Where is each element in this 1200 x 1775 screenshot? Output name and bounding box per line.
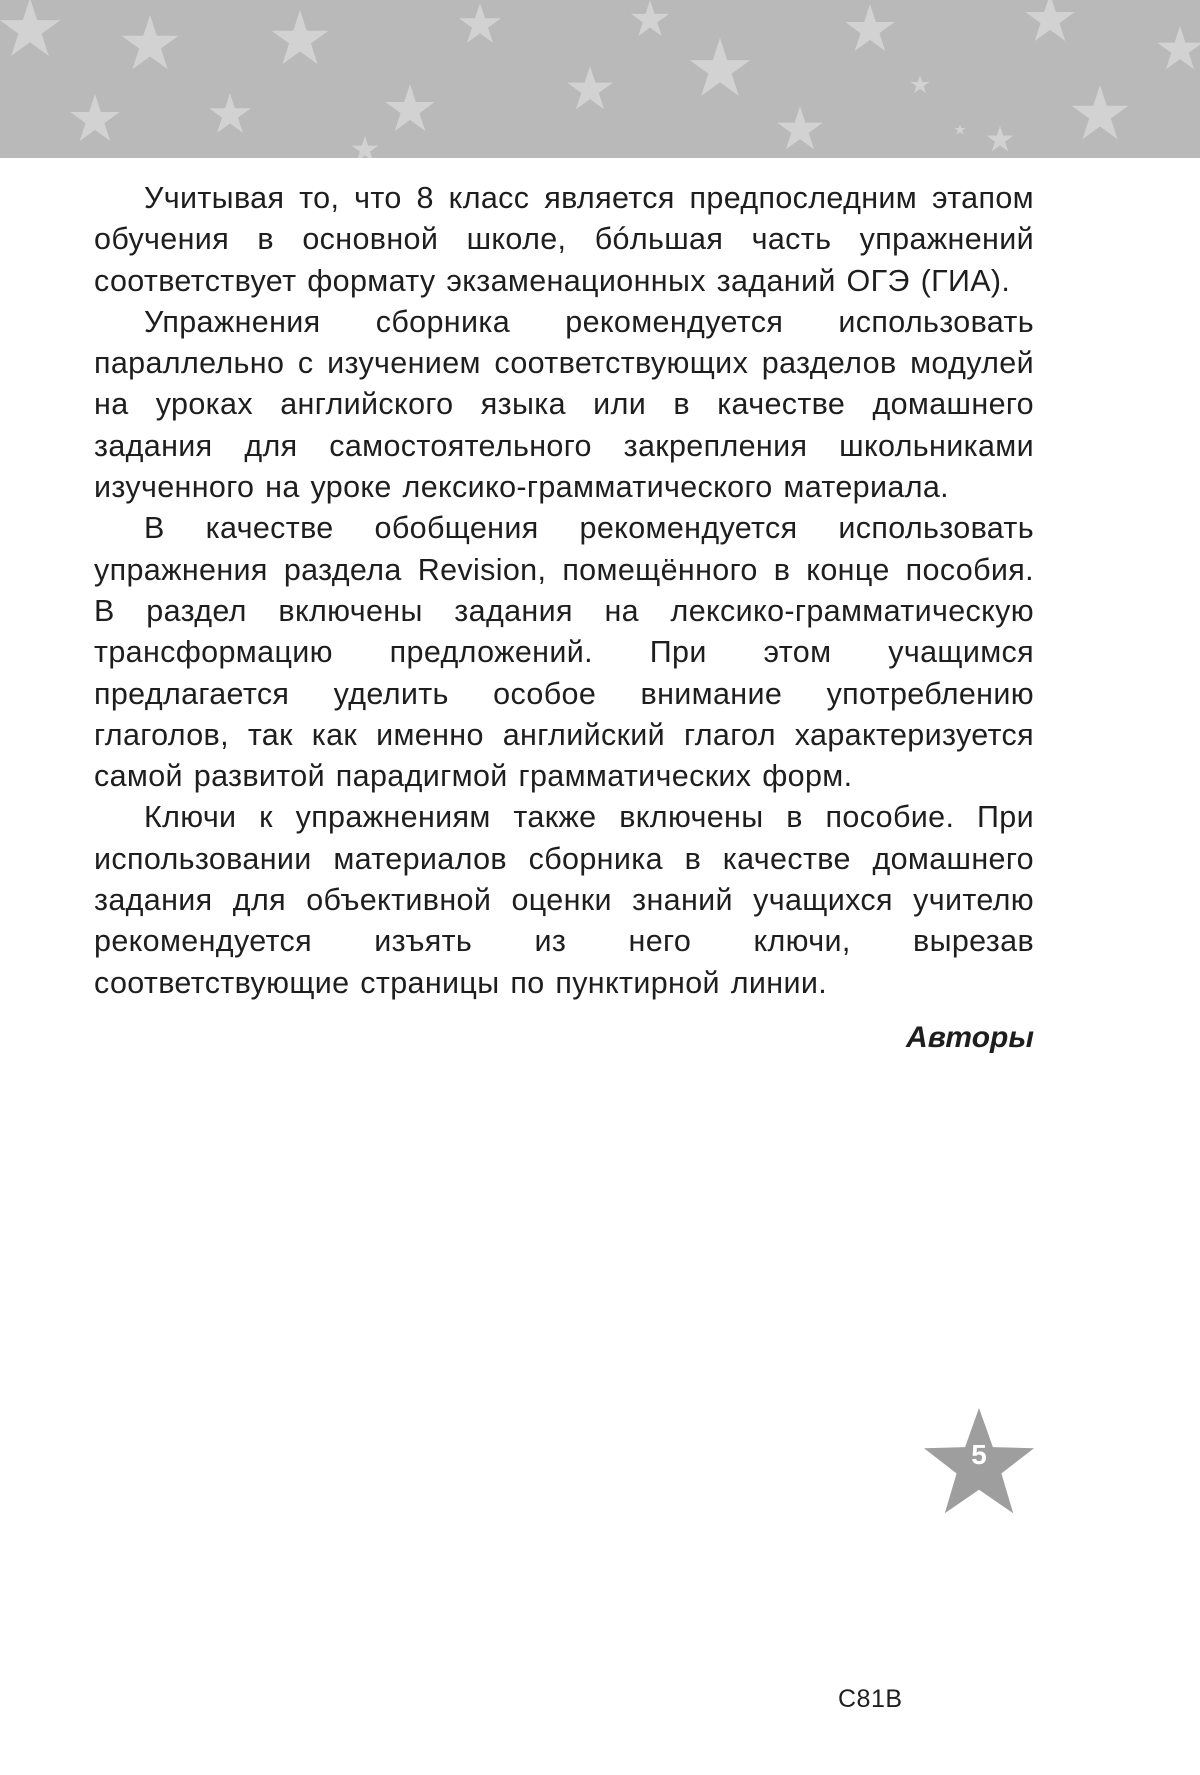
page-number-badge	[921, 1406, 1037, 1518]
paragraph: Учитывая то, что 8 класс является предпоследним этапом обучения в основной школе, бóльшая часть упражнений соответствует формату экзаменационных заданий ОГЭ (ГИА).	[94, 181, 1034, 298]
page-body	[94, 178, 1034, 1058]
footer-code: С81В	[838, 1685, 903, 1713]
paragraph: Упражнения сборника рекомендуется использовать параллельно с изучением соответствующих разделов модулей на уроках английского языка или в качестве домашнего задания для самостоятельного закрепления школьниками изученного на уроке лексико-грамматического материала.	[94, 304, 1034, 505]
paragraph: В качестве обобщения рекомендуется использовать упражнения раздела Revision, помещённого в конце пособия. В раздел включены задания на лексико-грамматическую трансформацию предложений. При этом учащимся предлагается уделить особое внимание употреблению глаголов, так как именно английский глагол характеризуется самой развитой парадигмой грамматических форм.	[94, 511, 1034, 794]
stars-pattern-icon	[0, 0, 1200, 158]
paragraph: Ключи к упражнениям также включены в пособие. При использовании материалов сборника в качестве домашнего задания для объективной оценки знаний учащихся учителю рекомендуется изъять из него ключи, вырезав соответствующие страницы по пунктирной линии.	[94, 800, 1034, 1000]
header-star-banner	[0, 0, 1200, 158]
page-number: 5	[971, 1439, 987, 1470]
authors-signature: Авторы	[906, 1020, 1034, 1054]
